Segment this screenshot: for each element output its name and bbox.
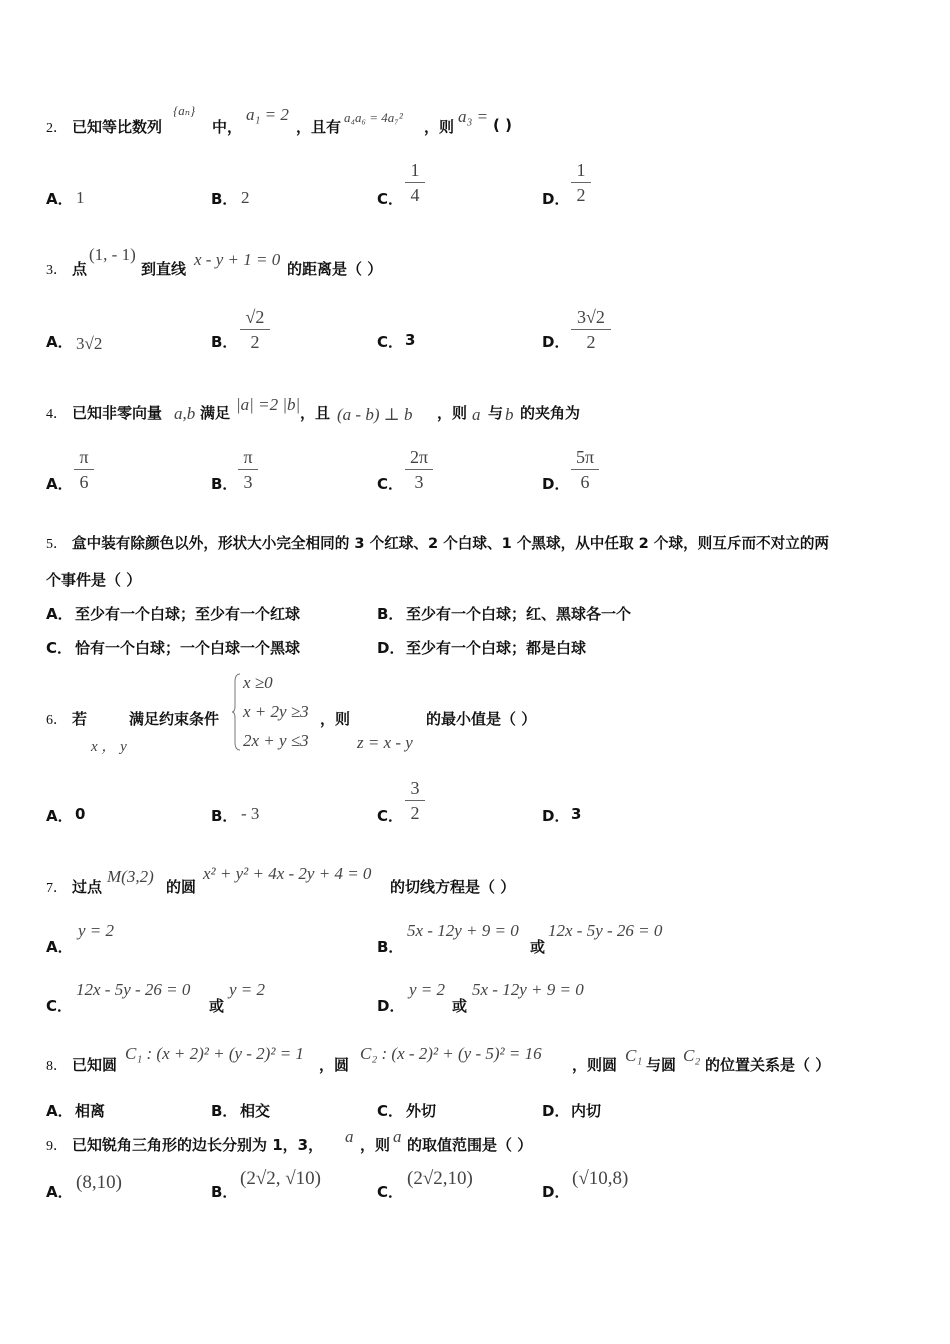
option-b-text: 至少有一个白球；红、黑球各一个: [406, 605, 632, 623]
option-d-label: D．: [377, 639, 405, 657]
question-number: 9．: [46, 1139, 67, 1154]
denominator: 3: [414, 472, 424, 492]
math-expression: b: [505, 405, 514, 424]
question-text: 已知锐角三角形的边长分别为 1，3，: [72, 1136, 324, 1154]
option-a-value: y = 2: [78, 921, 115, 940]
option-a-label: A．: [46, 333, 73, 351]
option-d-fraction: [571, 159, 591, 206]
math-expression: z = x - y: [357, 733, 413, 752]
question-text: 盒中装有除颜色以外，形状大小完全相同的 3 个红球、2 个白球、1 个黑球，从中任取 2 个球，则互斥而不对立的两: [72, 535, 830, 552]
numerator: π: [243, 447, 253, 467]
option-c-label: C．: [377, 333, 404, 351]
option-b-label: B．: [377, 605, 404, 623]
math-expression: a₄a₆ = 4a₇²: [344, 110, 403, 125]
numerator: 3: [410, 778, 420, 798]
option-c-fraction: [405, 159, 425, 206]
denominator: 2: [410, 803, 420, 823]
option-c-value: 3: [405, 331, 416, 349]
question-number: 8．: [46, 1059, 67, 1074]
math-expression: a: [472, 405, 481, 424]
question-number: 6．: [46, 713, 67, 728]
option-b-label: B．: [211, 1183, 238, 1201]
math-expression: (a - b) ⊥ b: [337, 405, 413, 424]
fraction-bar: [240, 329, 270, 330]
question-text: ，则: [437, 404, 468, 422]
or-text: 或: [452, 997, 468, 1015]
option-b-label: B．: [211, 475, 238, 493]
question-text: 到直线: [141, 260, 187, 278]
or-text: 或: [530, 938, 546, 956]
denominator: 2: [250, 332, 260, 352]
math-expression: C₁ : (x + 2)² + (y - 2)² = 1: [125, 1044, 304, 1063]
denominator: 3: [243, 472, 253, 492]
question-text: 的切线方程是（ ）: [390, 878, 516, 896]
math-expression: (1, - 1): [89, 245, 136, 264]
option-d-label: D．: [542, 333, 570, 351]
option-a-label: A．: [46, 1102, 73, 1120]
option-d-label: D．: [542, 1102, 570, 1120]
denominator: 6: [79, 472, 89, 492]
question-text: ，则: [424, 118, 455, 136]
option-d-value-1: y = 2: [409, 980, 446, 999]
math-expression: C₂: [683, 1046, 701, 1065]
option-b-label: B．: [211, 333, 238, 351]
option-b-fraction: [240, 306, 270, 353]
numerator: √2: [245, 307, 265, 327]
constraint-2: x + 2y ≥3: [243, 702, 309, 721]
question-text: ，且: [300, 404, 331, 422]
option-d-value: 3: [571, 805, 582, 823]
option-a-label: A．: [46, 807, 73, 825]
option-d-value-2: 5x - 12y + 9 = 0: [472, 980, 584, 999]
question-text: 已知非零向量: [72, 404, 163, 422]
math-expression: x - y + 1 = 0: [194, 250, 281, 269]
option-a-label: A．: [46, 605, 73, 623]
option-a-label: A．: [46, 1183, 73, 1201]
question-text: 的距离是（ ）: [287, 260, 383, 278]
math-expression: a,b: [174, 404, 196, 423]
fraction-bar: [405, 469, 433, 470]
option-d-text: 至少有一个白球；都是白球: [406, 639, 587, 657]
left-brace-icon: [232, 672, 242, 752]
math-expression: a₁ = 2: [246, 105, 289, 124]
option-d-fraction: [571, 306, 611, 353]
option-d-label: D．: [542, 475, 570, 493]
fraction-bar: [571, 182, 591, 183]
numerator: 5π: [575, 447, 595, 467]
question-text: 已知圆: [72, 1056, 118, 1074]
question-text: 满足: [200, 404, 231, 422]
numerator: 2π: [409, 447, 429, 467]
math-expression: {aₙ}: [173, 103, 196, 118]
question-text: 中，: [212, 118, 243, 136]
option-d-label: D．: [542, 807, 570, 825]
option-c-fraction: [405, 777, 425, 824]
question-text: ，则: [320, 710, 351, 728]
question-number: 7．: [46, 881, 67, 896]
fraction-bar: [405, 182, 425, 183]
option-d-fraction: [571, 446, 599, 493]
question-text: ( ): [493, 116, 512, 134]
question-text: 已知等比数列: [72, 118, 163, 136]
option-c-label: C．: [377, 475, 404, 493]
option-c-value-1: 12x - 5y - 26 = 0: [76, 980, 191, 999]
math-expression: C₁: [625, 1046, 643, 1065]
denominator: 6: [580, 472, 590, 492]
fraction-bar: [405, 800, 425, 801]
question-text: ，则: [360, 1136, 391, 1154]
option-b-value: - 3: [241, 804, 260, 823]
option-d-text: 内切: [571, 1102, 602, 1120]
option-c-label: C．: [377, 1102, 404, 1120]
question-text: 个事件是（ ）: [46, 571, 142, 589]
option-b-fraction: [238, 446, 258, 493]
fraction-bar: [238, 469, 258, 470]
question-text: 过点: [72, 878, 103, 896]
denominator: 4: [410, 185, 420, 205]
option-b-value: 2: [241, 188, 250, 207]
option-a-text: 至少有一个白球；至少有一个红球: [75, 605, 301, 623]
option-a-label: A．: [46, 938, 73, 956]
option-b-value-1: 5x - 12y + 9 = 0: [407, 921, 519, 940]
question-text: 与: [488, 404, 504, 422]
option-a-fraction: [74, 446, 94, 493]
option-b-value-2: 12x - 5y - 26 = 0: [548, 921, 663, 940]
math-expression: x² + y² + 4x - 2y + 4 = 0: [203, 864, 372, 883]
question-text: 的圆: [166, 878, 197, 896]
option-b-label: B．: [211, 190, 238, 208]
math-expression: M(3,2): [107, 867, 154, 886]
constraint-3: 2x + y ≤3: [243, 731, 309, 750]
math-expression: C₂ : (x - 2)² + (y - 5)² = 16: [360, 1044, 542, 1063]
option-a-label: A．: [46, 475, 73, 493]
math-expression: |a| =2 |b|: [236, 395, 301, 414]
option-c-fraction: [405, 446, 433, 493]
question-text: 的位置关系是（ ）: [705, 1056, 831, 1074]
question-number: 5．: [46, 537, 67, 552]
fraction-bar: [571, 469, 599, 470]
question-text: 与圆: [646, 1056, 677, 1074]
option-b-label: B．: [211, 1102, 238, 1120]
option-d-label: D．: [542, 190, 570, 208]
constraint-1: x ≥0: [243, 673, 273, 692]
or-text: 或: [209, 997, 225, 1015]
fraction-bar: [571, 329, 611, 330]
option-a-value: 1: [76, 188, 85, 207]
option-a-value: 3√2: [76, 334, 103, 353]
option-d-label: D．: [377, 997, 405, 1015]
option-d-value: (√10,8): [572, 1168, 629, 1189]
option-d-label: D．: [542, 1183, 570, 1201]
option-c-value: (2√2,10): [407, 1168, 473, 1189]
option-c-label: C．: [377, 1183, 404, 1201]
option-c-value-2: y = 2: [229, 980, 266, 999]
denominator: 2: [586, 332, 596, 352]
option-c-label: C．: [377, 190, 404, 208]
option-c-text: 恰有一个白球；一个白球一个黑球: [75, 639, 301, 657]
question-text: 点: [72, 260, 88, 278]
option-b-label: B．: [211, 807, 238, 825]
option-a-value: 0: [75, 805, 86, 823]
option-c-text: 外切: [406, 1102, 437, 1120]
math-expression: a₃ =: [458, 107, 489, 126]
question-text: ，圆: [319, 1056, 350, 1074]
math-expression: a: [345, 1127, 354, 1146]
numerator: 1: [410, 160, 420, 180]
question-number: 3．: [46, 263, 67, 278]
numerator: 1: [576, 160, 586, 180]
option-b-value: (2√2, √10): [240, 1168, 322, 1189]
question-number: 2．: [46, 121, 67, 136]
option-b-label: B．: [377, 938, 404, 956]
denominator: 2: [576, 185, 586, 205]
fraction-bar: [74, 469, 94, 470]
option-c-label: C．: [46, 639, 73, 657]
option-a-text: 相离: [75, 1102, 106, 1120]
option-a-value: (8,10): [76, 1172, 122, 1193]
question-text: 的夹角为: [520, 404, 581, 422]
math-expression: x ， y: [91, 739, 127, 755]
option-c-label: C．: [377, 807, 404, 825]
numerator: 3√2: [577, 307, 605, 327]
question-text: 的取值范围是（ ）: [407, 1136, 533, 1154]
question-text: ，则圆: [572, 1056, 618, 1074]
option-a-label: A．: [46, 190, 73, 208]
question-text: 若: [72, 710, 88, 728]
math-expression: a: [393, 1127, 402, 1146]
option-b-text: 相交: [240, 1102, 271, 1120]
option-c-label: C．: [46, 997, 73, 1015]
question-number: 4．: [46, 407, 67, 422]
question-text: ，且有: [296, 118, 342, 136]
question-text: 满足约束条件: [129, 710, 220, 728]
numerator: π: [79, 447, 89, 467]
question-text: 的最小值是（ ）: [426, 710, 537, 728]
